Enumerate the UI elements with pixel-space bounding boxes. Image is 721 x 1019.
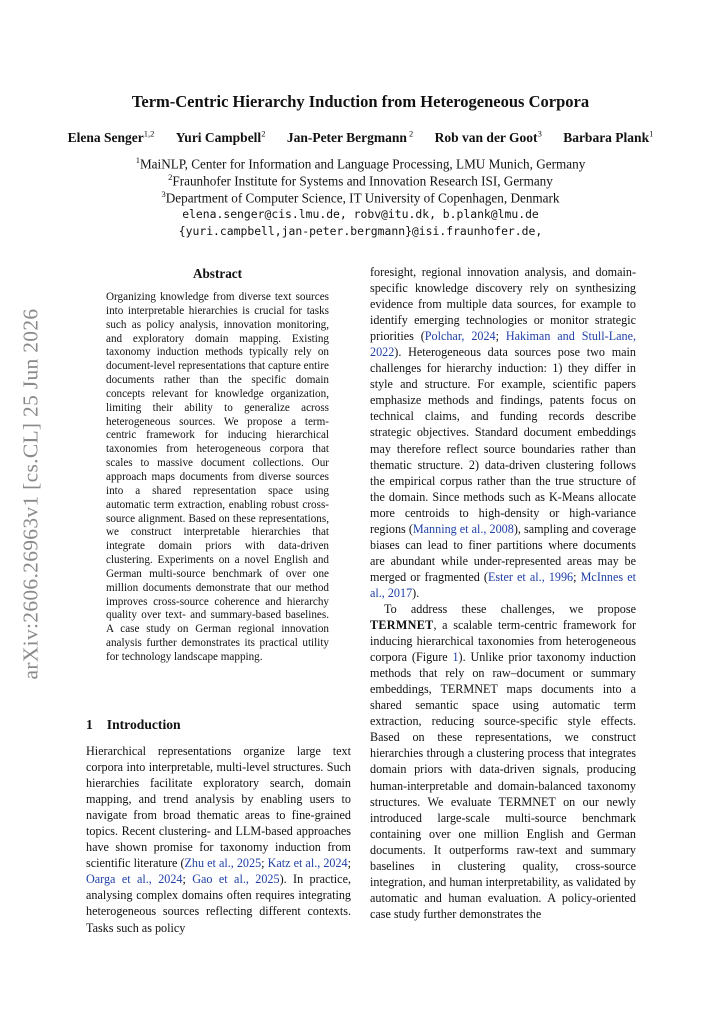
arxiv-stamp — [14, 298, 48, 690]
section-heading — [86, 717, 181, 733]
author: Yuri Campbell$^2$ — [175, 128, 266, 145]
paper-title: Term-Centric Hierarchy Induction from Heterogeneous Corpora — [131, 92, 590, 111]
paragraph: To address these challenges, we propose TERMNET, a scalable term-centric framework for inducing hierarchical taxonomies from heterogeneous corpora (Figure 1). Unlike prior taxonomy induction methods that rely on raw–document or summary embeddings, TERMNET maps documents into a shared semantic space using automatic term extraction, reducing source-specific style effects. Based on these representations, we construct hierarchies through a clustering process that integrates domain priors with data-driven signals, producing human-interpretable and domain-balanced taxonomy structures. We evaluate TERMNET on our newly introduced large-scale multi-source benchmark containing over one million English and German documents. It outperforms raw-text and summary baselines in clustering quality, cross-source integration, and human interpretability, as validated by automatic and human evaluation. A policy-oriented case study further demonstrates the — [370, 601, 636, 921]
citation-link[interactable]: Polchar, 2024 — [424, 329, 496, 344]
figure-link[interactable]: 1 — [452, 650, 459, 665]
abstract-text: Organizing knowledge from diverse text sources into interpretable hierarchies is crucial for tasks such as policy analysis, innovation monitoring, and exploratory domain mapping. Existing taxonomy induction methods typically rely on document-level representations that capture entire documents rather than the specific domain concepts relevant for knowledge organization, limiting their ability to generalize across heterogeneous sources. We propose a term-centric framework for inducing hierarchical taxonomies from heterogeneous corpora that scales to massive document collections. Our approach maps documents from diverse sources into a shared representation space using automatic term extraction, enabling robust cross-source alignment. Based on these representations, we construct interpretable hierarchies that integrate domain priors with data-driven clustering. Experiments on a novel English and German multi-source benchmark of over one million documents demonstrate that our method improves cross-source coherence and hierarchy quality over text- and summary-based baselines. A case study on German regional innovation analysis further demonstrates its practical utility for technology landscape mapping. — [106, 291, 329, 663]
section-number: 1 — [86, 717, 93, 732]
affiliation: $^2$Fraunhofer Institute for Systems and Innovation Research ISI, Germany — [168, 172, 553, 189]
author: Rob van der Goot$^3$ — [434, 128, 542, 145]
author: Jan-Peter Bergmann $^2$ — [286, 128, 414, 145]
paragraph: foresight, regional innovation analysis, and domain-specific knowledge discovery rely on synthesizing evidence from multiple data sources, for example to identify emerging technologies or monitor strategic priorities (Polchar, 2024; Hakiman and Stull-Lane, 2022). Heterogeneous data sources pose two main challenges for hierarchy induction: 1) they differ in style and structure. For example, scientific papers emphasize methods and findings, patents focus on technical claims, and funding records describe strategic objectives. Standard document embeddings may therefore reflect source boundaries rather than thematic structure. 2) data-driven clustering follows the empirical corpus rather than the true structure of the domain. Since methods such as K-Means allocate more centroids to high-density or high-variance regions (Manning et al., 2008), sampling and coverage biases can lead to finer partitions where documents are abundant while under-represented areas may be merged or fragmented (Ester et al., 1996; McInnes et al., 2017). — [370, 265, 637, 600]
citation-link[interactable]: Katz et al., 2024 — [267, 856, 348, 871]
author: Elena Senger$^{1,2}$ — [67, 128, 155, 145]
citation-link[interactable]: Ester et al., 1996 — [487, 569, 574, 584]
section-title: Introduction — [106, 717, 181, 732]
citation-link[interactable]: Hakiman and Stull-Lane, 2022 — [370, 329, 637, 360]
author: Barbara Plank$^1$ — [563, 128, 654, 145]
method-name: TERMNET — [370, 618, 434, 633]
citation-link[interactable]: Oarga et al., 2024 — [86, 872, 183, 887]
affiliation: $^1$MaiNLP, Center for Information and Language Processing, LMU Munich, Germany — [135, 155, 586, 172]
citation-link[interactable]: Manning et al., 2008 — [412, 521, 514, 536]
affiliation: $^3$Department of Computer Science, IT University of Copenhagen, Denmark — [161, 189, 560, 206]
citation-link[interactable]: Zhu et al., 2025 — [184, 856, 262, 871]
intro-column-right — [370, 264, 636, 922]
abstract-heading: Abstract — [192, 266, 243, 281]
email-line: {yuri.campbell,jan-peter.bergmann}@isi.fraunhofer.de, — [178, 224, 543, 238]
author-list — [0, 128, 721, 146]
intro-column-left: Hierarchical representations organize large text corpora into interpretable, multi-level structures. Such hierarchies facilitate exploratory search, domain mapping, and trend analysis by enabling users to navigate from broad thematic areas to fine-grained topics. Recent clustering- and LLM-based approaches have shown promise for taxonomy induction from scientific literature (Zhu et al., 2025; Katz et al., 2024; Oarga et al., 2024; Gao et al., 2025). In practice, analysing complex domains often requires integrating heterogeneous sources reflecting different contexts. Tasks such as policy — [86, 744, 351, 935]
arxiv-stamp-text: arXiv:2606.26963v1 [cs.CL] 25 Jun 2026 — [18, 308, 43, 680]
email-line: elena.senger@cis.lmu.de, robv@itu.dk, b.plank@lmu.de — [182, 207, 539, 221]
citation-link[interactable]: McInnes et al., 2017 — [370, 569, 636, 600]
citation-link[interactable]: Gao et al., 2025 — [192, 872, 280, 887]
